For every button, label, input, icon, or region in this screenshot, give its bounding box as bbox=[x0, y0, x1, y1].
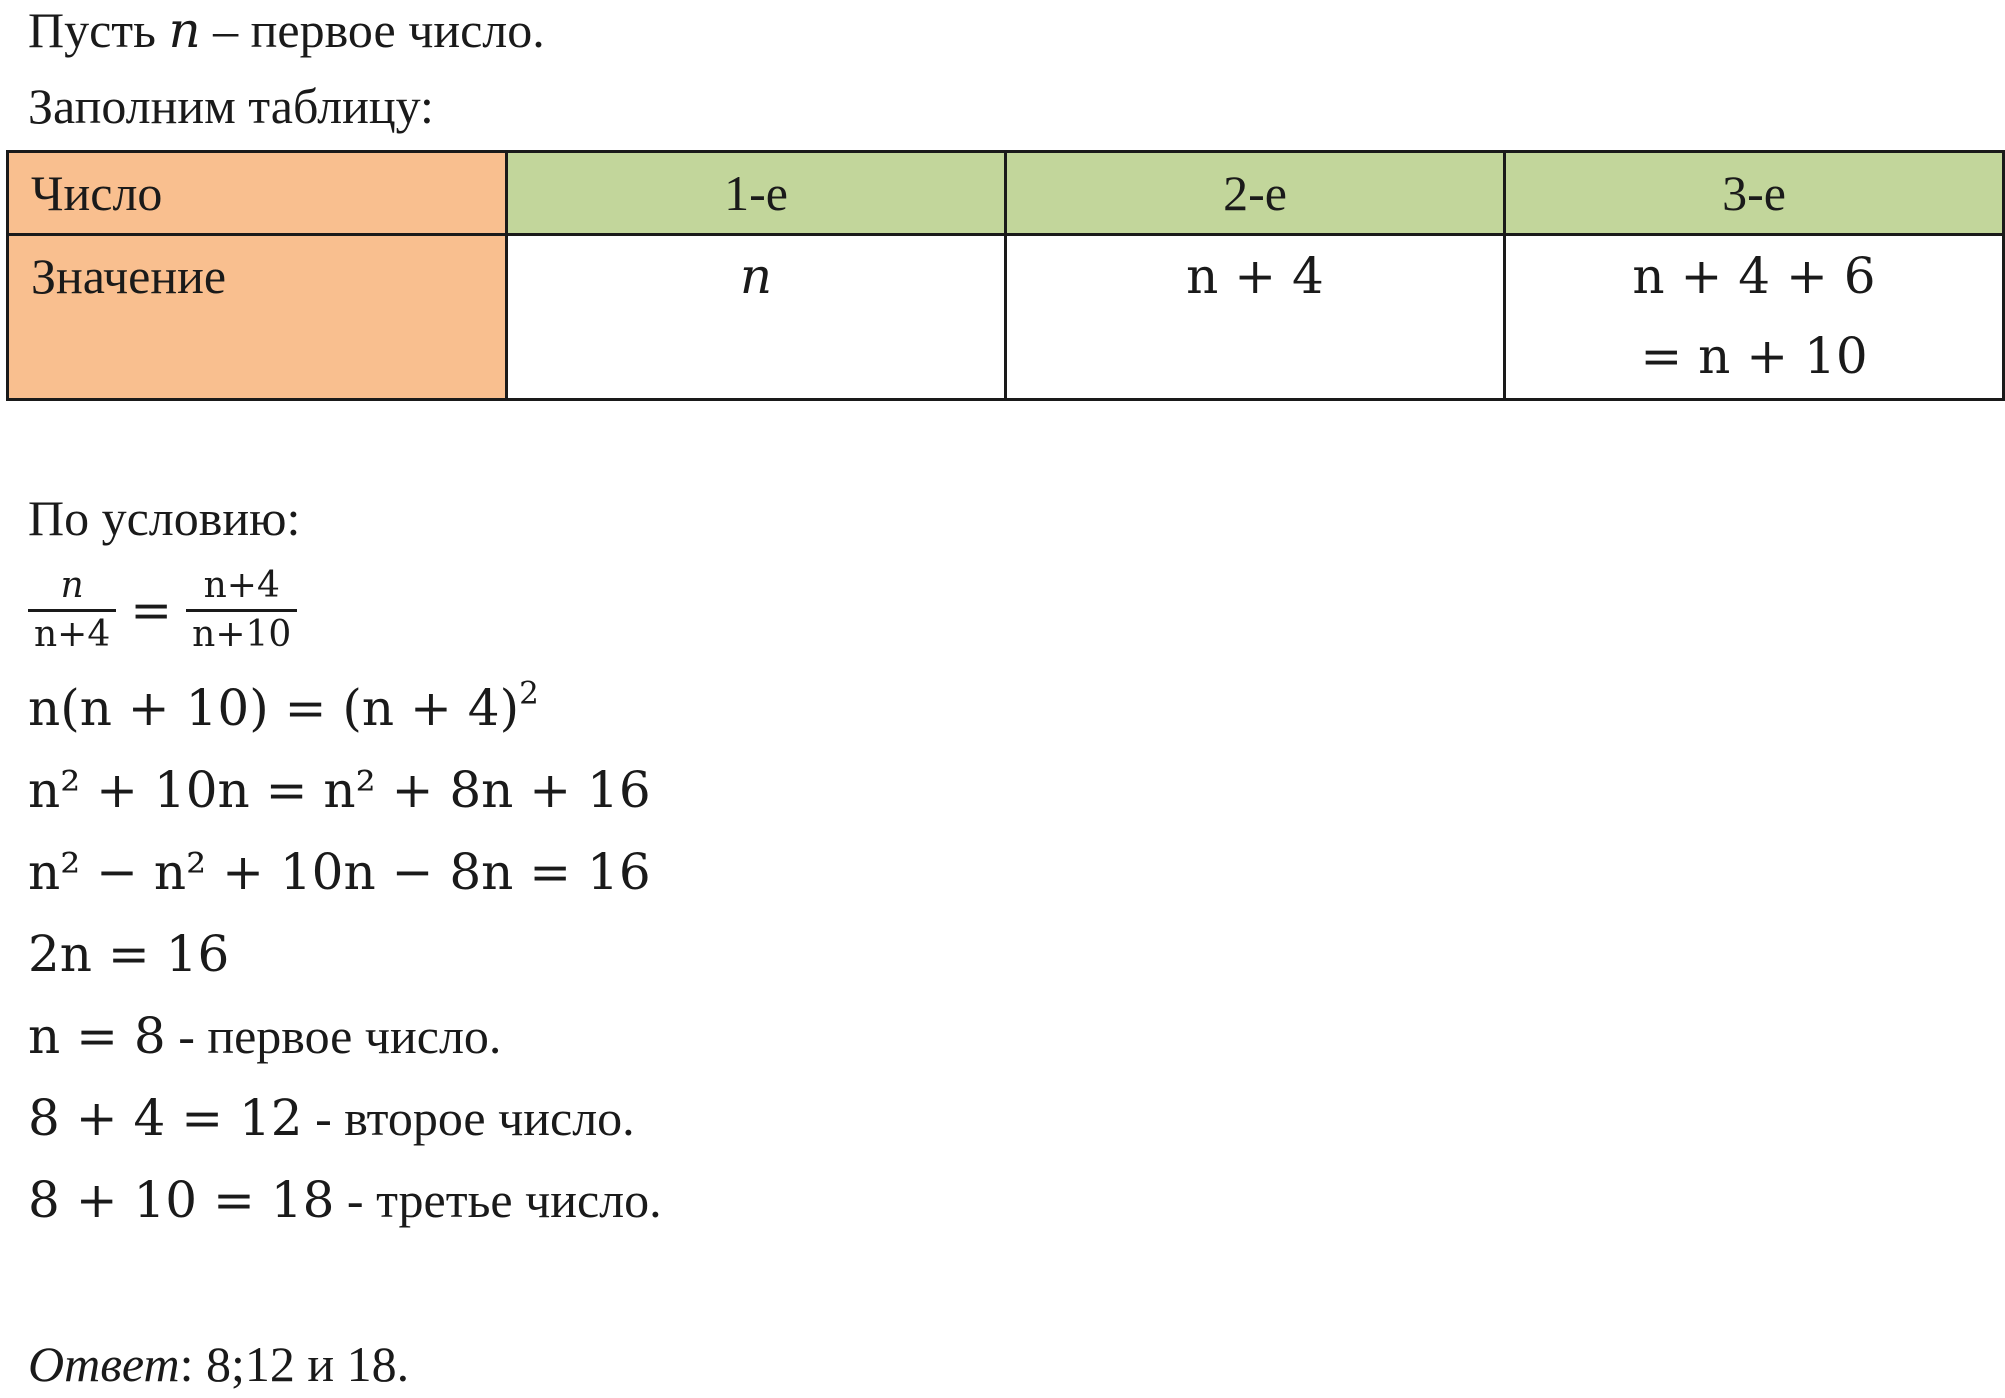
step-5 bbox=[28, 1006, 501, 1066]
condition-label: По условию: bbox=[28, 490, 301, 546]
expression-line-2: = n + 10 bbox=[1640, 327, 1868, 385]
fraction-left bbox=[28, 563, 116, 658]
step-7-math: 8 + 10 = 18 bbox=[28, 1171, 335, 1229]
step-5-text: - первое число. bbox=[165, 1008, 502, 1064]
fraction-left-numerator: n bbox=[60, 564, 84, 606]
table-cell: n bbox=[507, 235, 1006, 400]
step-7-text: - третье число. bbox=[334, 1172, 662, 1228]
table-column-header: 3-е bbox=[1505, 152, 2004, 235]
fraction-left-denominator: n+4 bbox=[28, 609, 116, 658]
table-column-header: 1-е bbox=[507, 152, 1006, 235]
fraction-right bbox=[186, 563, 297, 658]
variable-n: n bbox=[168, 1, 201, 59]
step-7 bbox=[28, 1170, 662, 1230]
fraction-right-numerator: n+4 bbox=[203, 564, 280, 606]
table-cell: n + 4 bbox=[1006, 235, 1505, 400]
fraction-right-denominator: n+10 bbox=[186, 609, 297, 658]
step-3: n² − n² + 10n − 8n = 16 bbox=[28, 843, 651, 901]
intro-prefix: Пусть bbox=[28, 2, 169, 58]
numbers-table bbox=[6, 150, 2005, 401]
answer-line bbox=[28, 1334, 409, 1394]
step-1-exponent: 2 bbox=[519, 675, 539, 712]
step-6-text: - второе число. bbox=[302, 1090, 635, 1146]
step-1 bbox=[28, 675, 539, 738]
answer-colon: : bbox=[179, 1336, 194, 1392]
equals-sign: = bbox=[130, 581, 173, 639]
intro-line-2: Заполним таблицу: bbox=[28, 78, 434, 134]
step-4: 2n = 16 bbox=[28, 925, 230, 983]
step-1-expr: n(n + 10) = (n + 4) bbox=[28, 679, 520, 737]
step-6-math: 8 + 4 = 12 bbox=[28, 1089, 303, 1147]
table-value-row bbox=[8, 235, 2004, 400]
step-2: n² + 10n = n² + 8n + 16 bbox=[28, 761, 651, 819]
table-column-header: 2-е bbox=[1006, 152, 1505, 235]
answer-value: 8;12 и 18. bbox=[193, 1336, 410, 1392]
table-row-label: Значение bbox=[8, 235, 507, 400]
table-header-row bbox=[8, 152, 2004, 235]
expression-line-1: n + 4 + 6 bbox=[1632, 247, 1876, 305]
step-5-math: n = 8 bbox=[28, 1007, 166, 1065]
answer-label: Ответ bbox=[28, 1336, 180, 1392]
table-row-label: Число bbox=[8, 152, 507, 235]
step-6 bbox=[28, 1088, 635, 1148]
table-cell bbox=[1505, 235, 2004, 400]
fraction-equation bbox=[28, 556, 297, 660]
intro-line-1 bbox=[28, 0, 545, 60]
intro-suffix: – первое число. bbox=[200, 2, 545, 58]
